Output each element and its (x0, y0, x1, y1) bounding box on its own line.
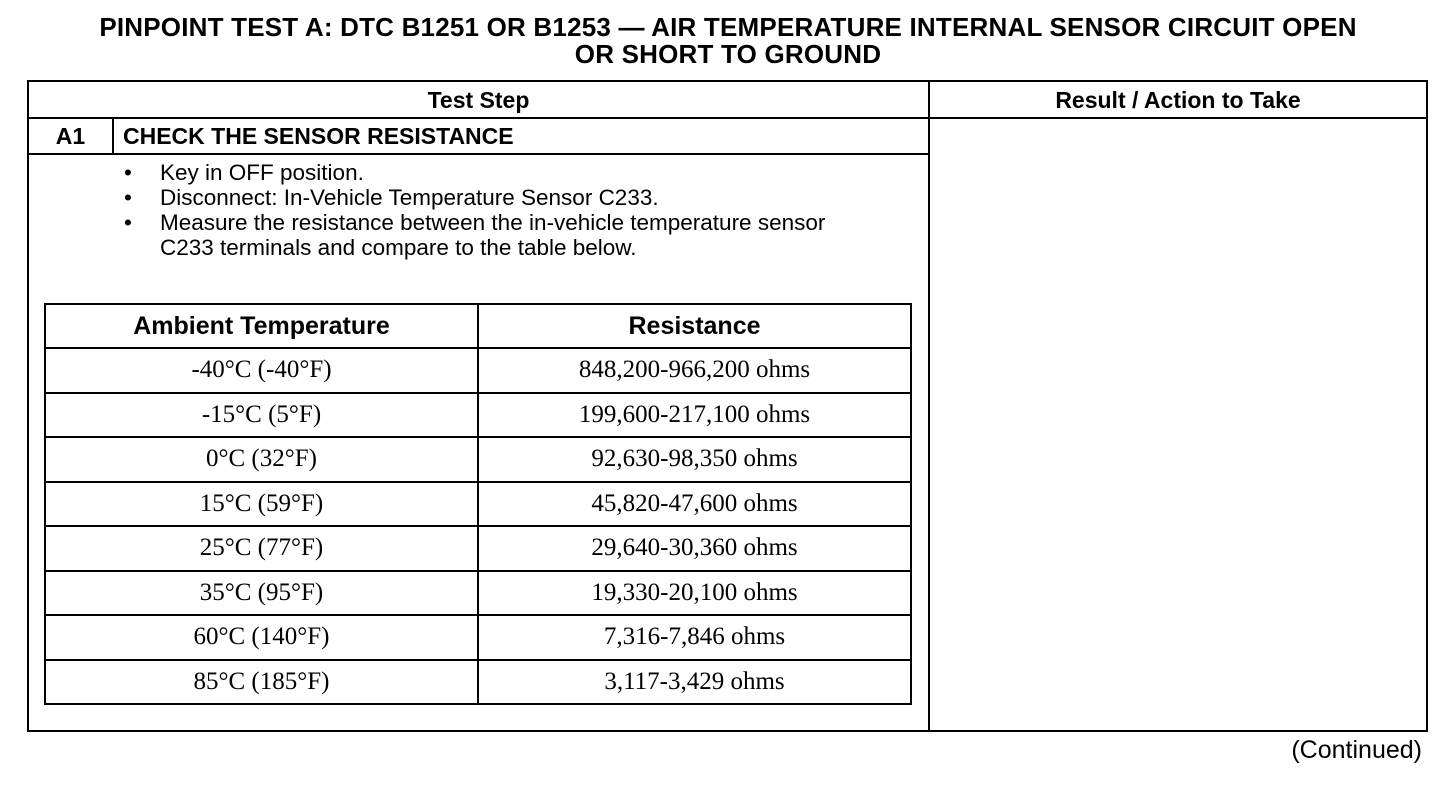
resistance-cell: 7,316-7,846 ohms (478, 615, 911, 660)
step-id-divider (112, 118, 114, 154)
table-row (45, 482, 911, 527)
title-line-2: OR SHORT TO GROUND (574, 39, 882, 69)
header-result-action: Result / Action to Take (1055, 87, 1301, 113)
resistance-cell: 29,640-30,360 ohms (478, 526, 911, 571)
instruction-item: • Key in OFF position. (124, 160, 364, 185)
step-title-divider (29, 153, 928, 155)
step-id: A1 (55, 123, 86, 149)
bullet-icon: • (124, 160, 132, 185)
instruction-item: • Disconnect: In-Vehicle Temperature Sensor C233. (124, 185, 659, 210)
pinpoint-test-table (27, 80, 1428, 732)
title-line-1: PINPOINT TEST A: DTC B1251 OR B1253 — AIR TEMPERATURE INTERNAL SENSOR CIRCUIT OPEN (99, 12, 1357, 42)
table-row (45, 393, 911, 438)
resistance-cell: 848,200-966,200 ohms (478, 348, 911, 393)
header-resistance: Resistance (478, 304, 911, 348)
header-ambient-temperature: Ambient Temperature (45, 304, 478, 348)
resistance-table-header (45, 304, 911, 348)
temperature-cell: 25°C (77°F) (45, 526, 478, 571)
page-title (0, 14, 1456, 68)
bullet-icon: • (124, 210, 132, 235)
column-divider (928, 82, 930, 730)
table-row (45, 348, 911, 393)
resistance-cell: 3,117-3,429 ohms (478, 660, 911, 705)
step-instructions (119, 160, 909, 260)
table-row (45, 571, 911, 616)
temperature-cell: 60°C (140°F) (45, 615, 478, 660)
resistance-table (44, 303, 912, 705)
table-row (45, 660, 911, 705)
resistance-cell: 92,630-98,350 ohms (478, 437, 911, 482)
step-title: CHECK THE SENSOR RESISTANCE (123, 123, 514, 149)
table-row (45, 437, 911, 482)
instruction-item: • Measure the resistance between the in-vehicle temperature sensor C233 terminals and compare to the table below. (124, 210, 826, 260)
temperature-cell: 85°C (185°F) (45, 660, 478, 705)
table-row (45, 615, 911, 660)
temperature-cell: -15°C (5°F) (45, 393, 478, 438)
temperature-cell: 0°C (32°F) (45, 437, 478, 482)
resistance-cell: 19,330-20,100 ohms (478, 571, 911, 616)
resistance-cell: 199,600-217,100 ohms (478, 393, 911, 438)
bullet-icon: • (124, 185, 132, 210)
continued-label: (Continued) (1291, 736, 1422, 764)
resistance-cell: 45,820-47,600 ohms (478, 482, 911, 527)
header-test-step: Test Step (427, 87, 530, 113)
temperature-cell: 15°C (59°F) (45, 482, 478, 527)
table-row (45, 526, 911, 571)
temperature-cell: -40°C (-40°F) (45, 348, 478, 393)
temperature-cell: 35°C (95°F) (45, 571, 478, 616)
